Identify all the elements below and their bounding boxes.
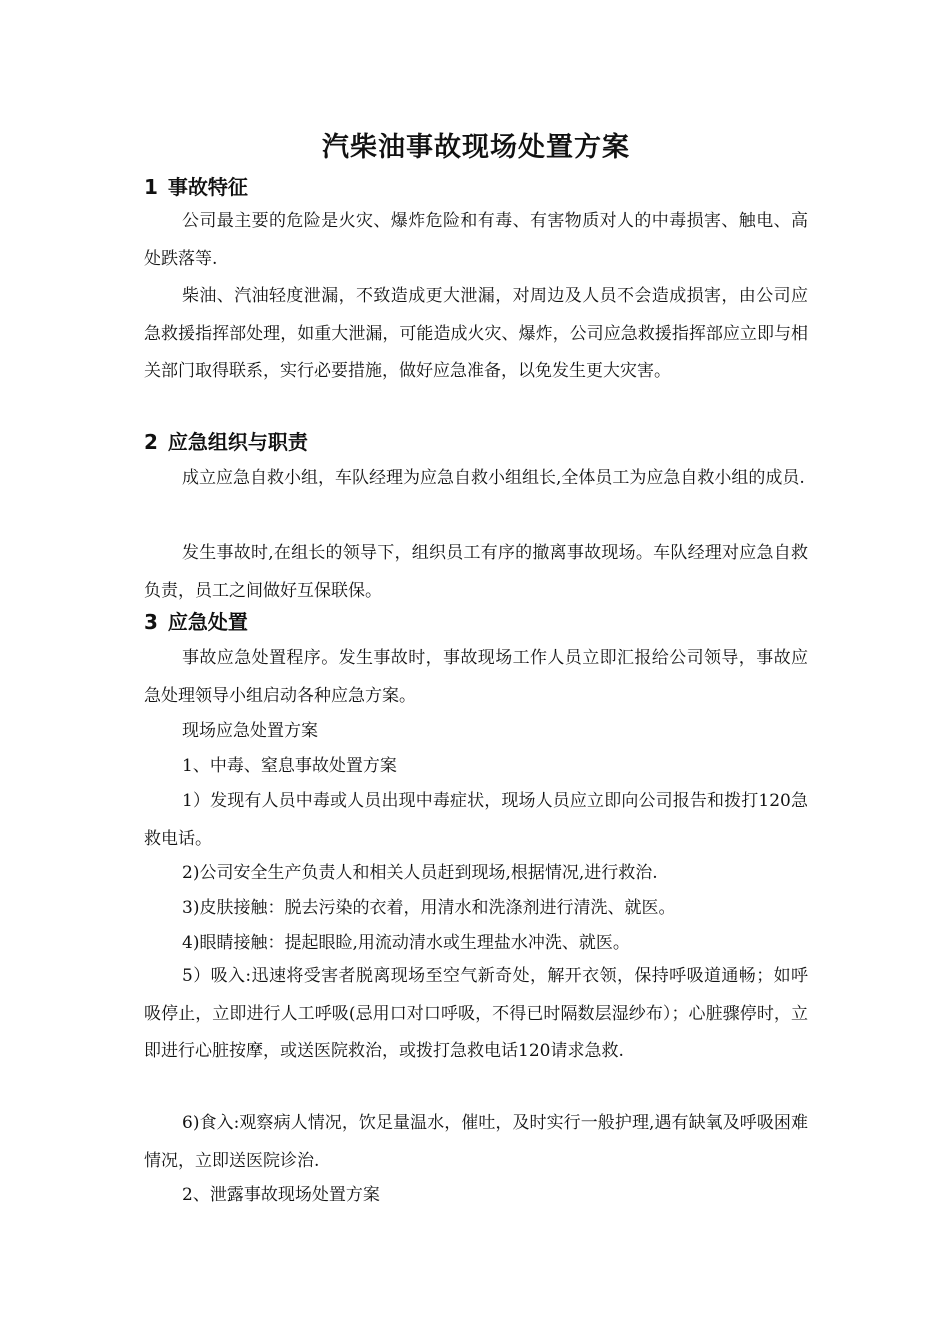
paragraph: 成立应急自救小组，车队经理为应急自救小组组长,全体员工为应急自救小组的成员. bbox=[182, 468, 805, 488]
section-title: 事故特征 bbox=[167, 175, 248, 199]
paragraph: 4)眼睛接触：提起眼睑,用流动清水或生理盐水冲洗、就医。 bbox=[182, 933, 630, 953]
paragraph: 6)食入:观察病人情况，饮足量温水，催吐，及时实行一般护理,遇有缺氧及呼吸困难情况，立即送医院诊治. bbox=[144, 1113, 808, 1171]
paragraph: 现场应急处置方案 bbox=[182, 721, 318, 741]
paragraph: 事故应急处置程序。发生事故时，事故现场工作人员立即汇报给公司领导，事故应急处理领导小组启动各种应急方案。 bbox=[144, 648, 808, 706]
section-heading-3 bbox=[144, 607, 248, 637]
section-heading-1 bbox=[144, 172, 248, 202]
section-heading-2 bbox=[144, 427, 308, 457]
section-number: 3 bbox=[144, 610, 158, 634]
section-title: 应急处置 bbox=[167, 610, 248, 634]
paragraph: 5）吸入:迅速将受害者脱离现场至空气新奇处，解开衣领，保持呼吸道通畅；如呼吸停止，立即进行人工呼吸(忌用口对口呼吸，不得已时隔数层湿纱布）；心脏骤停时，立即进行心脏按摩，或送医院救治，或拨打急救电话120请求急救. bbox=[144, 966, 808, 1061]
document-page bbox=[144, 0, 808, 1344]
section-number: 2 bbox=[144, 430, 158, 454]
paragraph: 2)公司安全生产负责人和相关人员赶到现场,根据情况,进行救治. bbox=[182, 863, 658, 883]
section-title: 应急组织与职责 bbox=[167, 430, 308, 454]
section-number: 1 bbox=[144, 175, 158, 199]
paragraph: 公司最主要的危险是火灾、爆炸危险和有毒、有害物质对人的中毒损害、触电、高处跌落等. bbox=[144, 211, 808, 269]
paragraph: 3)皮肤接触：脱去污染的衣着，用清水和洗涤剂进行清洗、就医。 bbox=[182, 898, 676, 918]
paragraph: 柴油、汽油轻度泄漏，不致造成更大泄漏，对周边及人员不会造成损害，由公司应急救援指挥部处理，如重大泄漏，可能造成火灾、爆炸，公司应急救援指挥部应立即与相关部门取得联系，实行必要措施，做好应急准备，以免发生更大灾害。 bbox=[144, 286, 808, 381]
paragraph: 2、泄露事故现场处置方案 bbox=[182, 1185, 380, 1205]
paragraph: 1、中毒、窒息事故处置方案 bbox=[182, 756, 397, 776]
paragraph: 发生事故时,在组长的领导下，组织员工有序的撤离事故现场。车队经理对应急自救负责，员工之间做好互保联保。 bbox=[144, 543, 808, 601]
paragraph: 1）发现有人员中毒或人员出现中毒症状，现场人员应立即向公司报告和拨打120急救电话。 bbox=[144, 791, 808, 849]
document-title: 汽柴油事故现场处置方案 bbox=[322, 132, 630, 163]
